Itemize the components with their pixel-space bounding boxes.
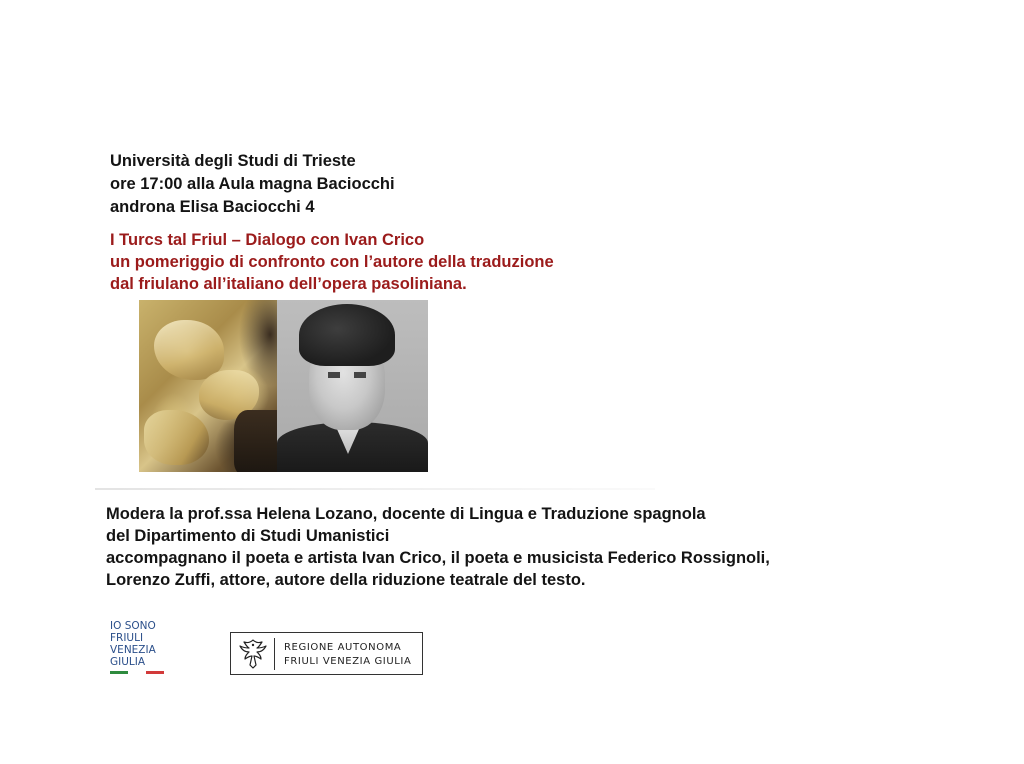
faint-divider	[95, 488, 655, 490]
italian-flag-stripe	[110, 671, 164, 674]
io-sono-fvg-logo	[110, 620, 180, 674]
artwork-armor-shape	[154, 320, 224, 380]
venue-block	[110, 150, 395, 219]
logo-divider	[274, 638, 275, 670]
region-logo-line-1: REGIONE AUTONOMA	[284, 642, 402, 653]
moderator-line-1: Modera la prof.ssa Helena Lozano, docente di Lingua e Traduzione spagnola	[106, 505, 706, 523]
fvg-logo-line-4: GIULIA	[110, 656, 146, 668]
flag-red	[146, 671, 164, 674]
artwork-shadow-shape	[234, 410, 277, 472]
fvg-logo-line-2: FRIULI	[110, 632, 144, 644]
artwork-armor-shape	[144, 410, 209, 465]
portrait-photo	[277, 300, 428, 472]
region-logo-text	[284, 641, 411, 669]
venue-university: Università degli Studi di Trieste	[110, 152, 356, 170]
event-title: I Turcs tal Friul – Dialogo con Ivan Crico	[110, 231, 425, 249]
event-subtitle-2: dal friulano all’italiano dell’opera pasoliniana.	[110, 275, 467, 293]
event-subtitle-1: un pomeriggio di confronto con l’autore della traduzione	[110, 253, 554, 271]
venue-time-room: ore 17:00 alla Aula magna Baciocchi	[110, 175, 395, 193]
region-logo-line-2: FRIULI VENEZIA GIULIA	[284, 656, 412, 667]
portrait-eyes	[323, 372, 371, 378]
moderator-line-3: accompagnano il poeta e artista Ivan Crico, il poeta e musicista Federico Rossignoli,	[106, 549, 770, 567]
flag-white	[128, 671, 146, 674]
flag-green	[110, 671, 128, 674]
golden-artwork-image	[139, 300, 277, 472]
regione-fvg-logo	[230, 632, 423, 675]
venue-address: androna Elisa Baciocchi 4	[110, 198, 315, 216]
moderator-line-4: Lorenzo Zuffi, attore, autore della riduzione teatrale del testo.	[106, 571, 586, 589]
moderator-line-2: del Dipartimento di Studi Umanistici	[106, 527, 390, 545]
event-block	[110, 229, 554, 295]
eagle-icon	[237, 637, 269, 671]
fvg-logo-line-1: IO SONO	[110, 620, 156, 632]
fvg-logo-line-3: VENEZIA	[110, 644, 156, 656]
moderator-block	[106, 503, 770, 591]
portrait-hair	[299, 304, 395, 366]
